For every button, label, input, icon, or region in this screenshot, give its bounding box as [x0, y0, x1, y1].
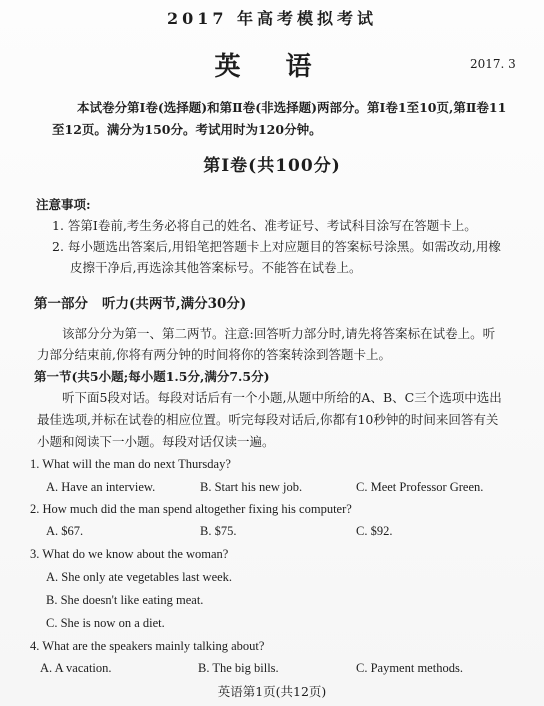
option-c: C. Payment methods. — [356, 661, 463, 675]
notes-heading: 注意事项: — [36, 197, 91, 212]
question-stem: 2. How much did the man spend altogether fixing his computer? — [30, 502, 352, 516]
page-footer: 英语第1页(共12页) — [217, 684, 327, 699]
exam-title: 2017 年高考模拟考试 — [166, 9, 378, 28]
section-intro: 听下面5段对话。每段对话后有一个小题,从题中所给的A、B、C三个选项中选出最佳选项,并标在试卷的相应位置。听完每段对话后,你都有10秒钟的时间来回答有关小题和阅读下一小题。每段对话仅读一遍。 — [37, 390, 502, 449]
option-c: C. $92. — [356, 524, 393, 538]
option-a: A. $67. — [46, 524, 84, 538]
question-stem: 1. What will the man do next Thursday? — [30, 457, 231, 471]
notes-list — [52, 215, 507, 278]
question-stem: 3. What do we know about the woman? — [30, 547, 229, 561]
note-item: 1. 答第Ⅰ卷前,考生务必将自己的姓名、准考证号、考试科目涂写在答题卡上。 — [52, 218, 477, 233]
section-heading: 第一节(共5小题;每小题1.5分,满分7.5分) — [34, 369, 270, 384]
option-b: B. $75. — [200, 524, 237, 538]
option-c: C. She is now on a diet. — [46, 616, 165, 630]
option-a: A. A vacation. — [40, 661, 112, 675]
part-number: 第一部分 — [34, 296, 88, 312]
note-item: 2. 每小题选出答案后,用铅笔把答题卡上对应题目的答案标号涂黑。如需改动,用橡皮擦干净后,再选涂其他答案标号。不能答在试卷上。 — [52, 239, 501, 275]
subject-title: 英 语 — [214, 52, 330, 82]
option-a: A. She only ate vegetables last week. — [46, 570, 233, 584]
part-intro: 该部分分为第一、第二两节。注意:回答听力部分时,请先将答案标在试卷上。听力部分结束前,你将有两分钟的时间将你的答案转涂到答题卡上。 — [37, 326, 496, 362]
exam-intro: 本试卷分第Ⅰ卷(选择题)和第Ⅱ卷(非选择题)两部分。第Ⅰ卷1至10页,第Ⅱ卷11至12页。满分为150分。考试用时为120分钟。 — [52, 100, 507, 137]
question-stem: 4. What are the speakers mainly talking about? — [30, 639, 265, 653]
option-b: B. She doesn't like eating meat. — [46, 593, 204, 607]
part-title: 听力(共两节,满分30分) — [102, 296, 247, 312]
option-c: C. Meet Professor Green. — [356, 480, 484, 494]
option-b: B. The big bills. — [198, 661, 279, 675]
volume-heading: 第Ⅰ卷(共100分) — [203, 156, 341, 176]
option-b: B. Start his new job. — [200, 480, 303, 494]
part-heading — [34, 292, 246, 312]
option-a: A. Have an interview. — [46, 480, 156, 494]
exam-date: 2017. 3 — [470, 57, 516, 71]
